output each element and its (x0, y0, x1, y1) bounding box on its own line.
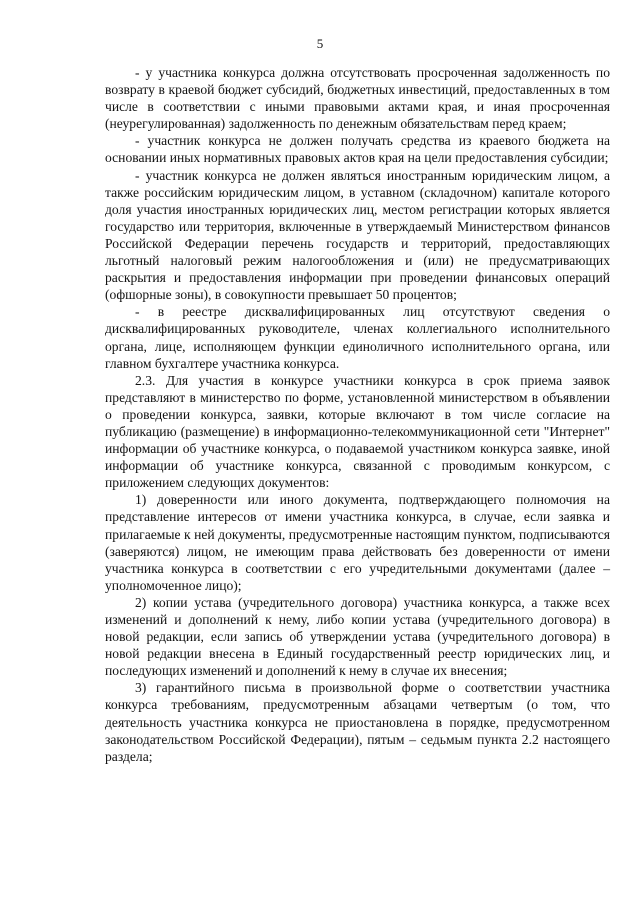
paragraph-not-foreign-entity: - участник конкурса не должен являться иностранным юридическим лицом, а также российским юридическим лицом, в уставном (складочном) капитале которого доля участия иностранных юридических лиц, местом регистрации которых является государство или территория, включенные в утверждаемый Министерством финансов Российской Федерации перечень государств и территорий, предоставляющих льготный налоговый режим налогообложения и (или) не предусматривающих раскрытия и предоставления информации при проведении финансовых операций (офшорные зоны), в совокупности превышает 50 процентов; (105, 167, 610, 303)
paragraph-no-other-funds: - участник конкурса не должен получать средства из краевого бюджета на основании иных нормативных правовых актов края на цели предоставления субсидии; (105, 133, 610, 166)
paragraph-disqualified-registry: - в реестре дисквалифицированных лиц отсутствуют сведения о дисквалифицированных руководителе, членах коллегиального исполнительного органа, лице, исполняющем функции единоличного исполнительного органа, или главном бухгалтере участника конкурса. (105, 304, 610, 371)
page-number: 5 (316, 36, 324, 51)
list-item-3-guarantee-letter: 3) гарантийного письма в произвольной форме о соответствии участника конкурса требованиям, предусмотренным абзацами четвертым (о том, что деятельность участника конкурса не приостановлена в порядке, предусмотренном законодательством Российской Федерации), пятым – седьмым пункта 2.2 настоящего раздела; (105, 680, 610, 764)
paragraph-section-2-3: 2.3. Для участия в конкурсе участники конкурса в срок приема заявок представляют в министерство по форме, установленной министерством в объявлении о проведении конкурса, заявки, которые включают в том числе согласие на публикацию (размещение) в информационно-телекоммуникационной сети "Интернет" информации об участнике конкурса, о подаваемой участником конкурса заявке, иной информации об участнике конкурса, связанной с проводимым конкурсом, с приложением следующих документов: (105, 372, 610, 491)
list-item-2-charter-copies: 2) копии устава (учредительного договора) участника конкурса, а также всех изменений и дополнений к нему, либо копии устава (учредительного договора) в новой редакции, если запись об утверждении устава (учредительного договора) в новой редакции внесена в Единый государственный реестр юридических лиц, и последующих изменений и дополнений к нему в случае их внесения; (105, 594, 610, 679)
document-body (105, 64, 610, 765)
list-item-1-power-of-attorney: 1) доверенности или иного документа, подтверждающего полномочия на представление интересов от имени участника конкурса, в случае, если заявка и прилагаемые к ней документы, предусмотренные настоящим пунктом, подписываются (заверяются) лицом, не имеющим права действовать без доверенности от имени участника конкурса в соответствии с его учредительными документами (далее – уполномоченное лицо); (105, 492, 610, 593)
paragraph-debt-requirement: - у участника конкурса должна отсутствовать просроченная задолженность по возврату в краевой бюджет субсидий, бюджетных инвестиций, предоставленных в том числе в соответствии с иными правовыми актами края, и иная просроченная (неурегулированная) задолженность по денежным обязательствам перед краем; (105, 65, 610, 132)
